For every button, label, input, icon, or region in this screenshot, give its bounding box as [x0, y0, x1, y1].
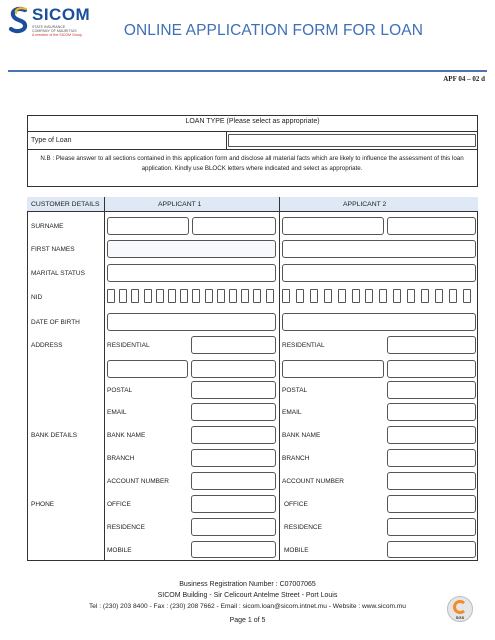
brand-name: SICOM [32, 5, 91, 24]
applicant-2-surname-field-b[interactable] [387, 217, 476, 235]
certification-ring-icon [453, 600, 467, 614]
brand-member-line: A member of the SICOM Group [32, 33, 83, 37]
applicant-1-residential-field-c[interactable] [191, 360, 276, 378]
applicant-1-postal-field[interactable] [191, 381, 276, 399]
applicant-2-nid-char-6[interactable] [352, 289, 360, 303]
applicant-1-bank-name-label: BANK NAME [107, 432, 146, 439]
applicant-1-postal-label: POSTAL [107, 387, 133, 394]
applicant-2-postal-label: POSTAL [282, 387, 308, 394]
applicant-1-nid-char-12[interactable] [241, 289, 249, 303]
brand-subline-2: COMPANY OF MAURITIUS [32, 29, 77, 33]
applicant-1-email-field[interactable] [191, 403, 276, 421]
applicant-2-branch-label: BRANCH [282, 455, 310, 462]
page-number: Page 1 of 5 [229, 617, 266, 624]
applicant-1-date-of-birth-field[interactable] [107, 313, 276, 331]
applicant-1-residence-phone-field[interactable] [191, 518, 276, 536]
applicant-1-nid-char-9[interactable] [205, 289, 213, 303]
applicant-2-first-names-field[interactable] [282, 240, 476, 258]
applicant-1-nid-char-14[interactable] [266, 289, 274, 303]
date-of-birth-label: DATE OF BIRTH [31, 319, 80, 326]
divider [27, 149, 478, 150]
applicant-1-surname-field-b[interactable] [192, 217, 276, 235]
applicant-1-nid-char-3[interactable] [131, 289, 139, 303]
applicant-1-surname-field-a[interactable] [107, 217, 189, 235]
applicant-2-nid-char-3[interactable] [310, 289, 318, 303]
applicant-1-mobile-label: MOBILE [107, 547, 132, 554]
applicant-2-account-number-label: ACCOUNT NUMBER [282, 478, 344, 485]
applicant-1-nid-char-6[interactable] [168, 289, 176, 303]
applicant-2-mobile-label: MOBILE [284, 547, 309, 554]
applicant-1-office-phone-field[interactable] [191, 495, 276, 513]
applicant-2-office-phone-field[interactable] [387, 495, 476, 513]
applicant-1-mobile-field[interactable] [191, 541, 276, 558]
footer-address: SICOM Building - Sir Celicourt Antelme Street - Port Louis [157, 592, 338, 599]
divider [27, 131, 478, 132]
surname-label: SURNAME [31, 223, 64, 230]
applicant-1-office-label: OFFICE [107, 501, 131, 508]
applicant-2-office-label: OFFICE [284, 501, 308, 508]
applicant-2-email-field[interactable] [387, 403, 476, 421]
loan-type-section [27, 115, 478, 187]
applicant-1-account-number-field[interactable] [191, 472, 276, 490]
applicant-2-residential-field-c[interactable] [387, 360, 476, 378]
first-names-label: FIRST NAMES [31, 246, 75, 253]
phone-label: PHONE [31, 501, 55, 508]
brand-subline-1: STATE INSURANCE [32, 25, 66, 29]
footer-registration: Business Registration Number : C07007065 [179, 581, 316, 588]
applicant-1-email-label: EMAIL [107, 409, 127, 416]
applicant-2-nid-char-4[interactable] [324, 289, 332, 303]
loan-type-label: Type of Loan [31, 137, 72, 144]
applicant-2-nid-char-9[interactable] [393, 289, 401, 303]
column-divider [279, 197, 280, 561]
applicant-2-postal-field[interactable] [387, 381, 476, 399]
applicant-2-residential-label: RESIDENTIAL [282, 342, 325, 349]
applicant-2-nid-char-11[interactable] [421, 289, 429, 303]
applicant-2-nid-char-12[interactable] [435, 289, 443, 303]
applicant-2-surname-field-a[interactable] [282, 217, 384, 235]
applicant-2-residential-field-a[interactable] [387, 336, 476, 354]
applicant-1-first-names-field[interactable] [107, 240, 276, 258]
loan-type-heading: LOAN TYPE (Please select as appropriate) [185, 118, 320, 125]
applicant-2-heading: APPLICANT 2 [343, 201, 387, 208]
applicant-2-branch-field[interactable] [387, 449, 476, 467]
column-divider [104, 197, 105, 561]
applicant-2-residence-phone-field[interactable] [387, 518, 476, 536]
certification-badge-label: SGS [455, 615, 465, 620]
form-code: APF 04 – 02 d [443, 75, 485, 83]
applicant-1-nid-char-7[interactable] [180, 289, 188, 303]
bank-details-label: BANK DETAILS [31, 432, 78, 439]
applicant-1-nid-char-13[interactable] [253, 289, 261, 303]
applicant-1-residential-label: RESIDENTIAL [107, 342, 150, 349]
applicant-1-nid-char-8[interactable] [192, 289, 200, 303]
applicant-2-nid-char-10[interactable] [407, 289, 415, 303]
applicant-1-nid-char-2[interactable] [119, 289, 127, 303]
applicant-1-marital-status-field[interactable] [107, 264, 276, 282]
applicant-2-nid-char-1[interactable] [282, 289, 290, 303]
applicant-1-heading: APPLICANT 1 [158, 201, 202, 208]
applicant-2-mobile-field[interactable] [387, 541, 476, 558]
address-label: ADDRESS [31, 342, 63, 349]
applicant-1-nid-char-4[interactable] [144, 289, 152, 303]
instructions-note: N.B : Please answer to all sections contained in this application form and disclose all material facts which are likely to influence the assessment of this loan application. Kindly use BLOCK letters where indicated and select as appropriate. [40, 155, 464, 172]
applicant-2-nid-char-2[interactable] [296, 289, 304, 303]
applicant-2-bank-name-field[interactable] [387, 426, 476, 444]
applicant-1-residential-field-a[interactable] [191, 336, 276, 354]
applicant-1-branch-label: BRANCH [107, 455, 135, 462]
applicant-2-residential-field-b[interactable] [282, 360, 384, 378]
nid-label: NID [31, 294, 43, 301]
applicant-1-residence-label: RESIDENCE [107, 524, 145, 531]
applicant-2-nid-char-5[interactable] [338, 289, 346, 303]
applicant-1-nid-char-1[interactable] [107, 289, 115, 303]
footer-contact: Tel : (230) 203 8400 - Fax : (230) 208 7662 - Email : sicom.loan@sicom.intnet.mu - Website : www.sicom.mu [89, 603, 406, 610]
applicant-2-nid-char-8[interactable] [379, 289, 387, 303]
applicant-2-nid-char-14[interactable] [463, 289, 471, 303]
applicant-1-bank-name-field[interactable] [191, 426, 276, 444]
applicant-1-nid-char-5[interactable] [156, 289, 164, 303]
customer-details-heading: CUSTOMER DETAILS [31, 201, 100, 208]
applicant-1-nid-char-10[interactable] [217, 289, 225, 303]
applicant-2-residence-label: RESIDENCE [284, 524, 322, 531]
applicant-1-account-number-label: ACCOUNT NUMBER [107, 478, 169, 485]
marital-status-label: MARITAL STATUS [31, 270, 85, 277]
applicant-1-branch-field[interactable] [191, 449, 276, 467]
divider [226, 131, 227, 149]
applicant-2-nid-char-13[interactable] [449, 289, 457, 303]
applicant-2-bank-name-label: BANK NAME [282, 432, 321, 439]
header-divider [8, 70, 487, 72]
page-title: ONLINE APPLICATION FORM FOR LOAN [123, 22, 423, 39]
applicant-1-residential-field-b[interactable] [107, 360, 188, 378]
applicant-2-nid-char-7[interactable] [365, 289, 373, 303]
loan-type-select[interactable] [228, 134, 476, 147]
applicant-2-email-label: EMAIL [282, 409, 302, 416]
applicant-2-account-number-field[interactable] [387, 472, 476, 490]
applicant-1-nid-char-11[interactable] [229, 289, 237, 303]
applicant-2-date-of-birth-field[interactable] [282, 313, 476, 331]
applicant-2-marital-status-field[interactable] [282, 264, 476, 282]
